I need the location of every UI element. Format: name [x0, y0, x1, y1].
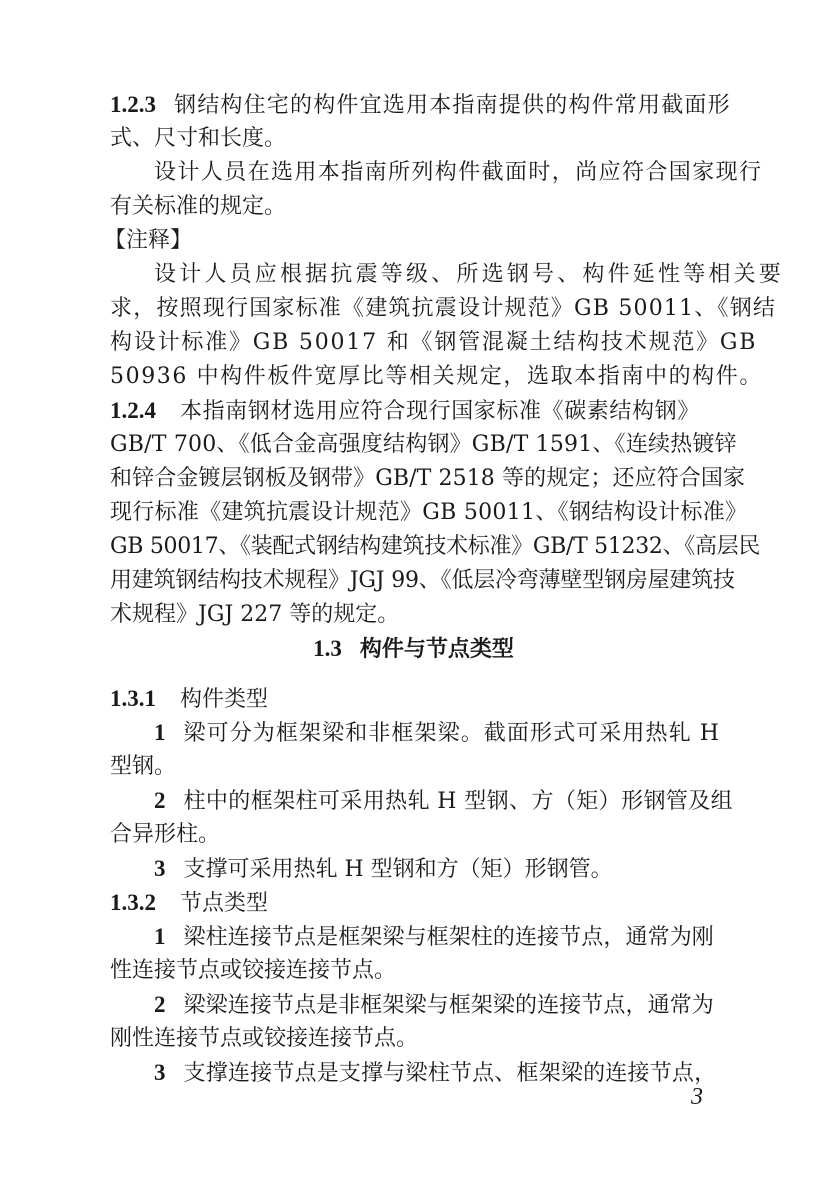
- clause-1-2-4-line-1: [110, 396, 700, 426]
- clause-text: 本指南钢材选用应符合现行国家标准《碳素结构钢》: [180, 399, 700, 424]
- clause-text: 现行标准《建筑抗震设计规范》GB 50011、《钢结构设计标准》: [110, 500, 748, 525]
- paragraph-text: 设计人员在选用本指南所列构件截面时，尚应符合国家现行: [154, 160, 763, 185]
- clause-text: 和锌合金镀层钢板及钢带》GB/T 2518 等的规定；还应符合国家: [110, 466, 746, 491]
- item-number: 1: [154, 720, 166, 745]
- note-label: 【注释】: [104, 228, 193, 253]
- node-item-3-line-1: [154, 1058, 716, 1088]
- clause-1-2-4-line-7: [110, 600, 399, 630]
- item-3-line-1: [154, 854, 613, 884]
- clause-title: 构件类型: [180, 687, 269, 712]
- item-2-line-1: [154, 786, 733, 816]
- note-text: 求，按照现行国家标准《建筑抗震设计规范》GB 50011、《钢结: [110, 296, 777, 321]
- clause-title: 节点类型: [180, 891, 269, 916]
- clause-1-2-4-line-5: [110, 532, 760, 562]
- item-text: 梁可分为框架梁和非框架梁。截面形式可采用热轧 H: [183, 721, 721, 746]
- clause-number: 1.2.4: [110, 398, 156, 423]
- item-number: 1: [154, 924, 166, 949]
- clause-text: GB 50017、《装配式钢结构建筑技术标准》GB/T 51232、《高层民: [110, 534, 761, 559]
- node-item-1-line-1: [154, 922, 714, 952]
- node-item-2-line-2: [110, 1024, 418, 1054]
- clause-number: 1.3.2: [110, 890, 156, 915]
- clause-1-2-4-line-4: [110, 498, 747, 528]
- item-text: 柱中的框架柱可采用热轧 H 型钢、方（矩）形钢管及组: [183, 789, 734, 814]
- note-text: 50936 中构件板件宽厚比等相关规定，选取本指南中的构件。: [110, 364, 763, 389]
- clause-1-2-4-line-6: [110, 566, 735, 596]
- clause-1-2-4-line-3: [110, 464, 745, 494]
- item-text: 型钢。: [110, 754, 177, 779]
- clause-text: 用建筑钢结构技术规程》JGJ 99、《低层冷弯薄壁型钢房屋建筑技: [110, 568, 735, 593]
- clause-1-3-1-heading: [110, 684, 268, 714]
- item-number: 3: [154, 856, 166, 881]
- note-line-2: [110, 294, 776, 324]
- note-line-1: [154, 260, 784, 290]
- node-item-1-line-2: [110, 956, 396, 986]
- item-1-line-1: [154, 718, 720, 748]
- clause-1-2-3-para-2-line-2: [110, 192, 286, 222]
- clause-number: 1.3.1: [110, 686, 156, 711]
- section-number: 1.3: [313, 636, 342, 661]
- item-text: 刚性连接节点或铰接连接节点。: [110, 1026, 419, 1051]
- item-number: 2: [154, 788, 166, 813]
- note-text: 构设计标准》GB 50017 和《钢管混凝土结构技术规范》GB: [110, 330, 758, 355]
- clause-text: GB/T 700、《低合金高强度结构钢》GB/T 1591、《连续热镀锌: [110, 432, 737, 457]
- clause-1-2-4-line-2: [110, 430, 737, 460]
- clause-1-2-3-para-2-line-1: [154, 158, 762, 188]
- clause-text: 钢结构住宅的构件宜选用本指南提供的构件常用截面形: [174, 93, 731, 118]
- note-line-4: [110, 362, 763, 392]
- paragraph-text: 有关标准的规定。: [110, 194, 287, 219]
- item-text: 梁柱连接节点是框架梁与框架柱的连接节点，通常为刚: [183, 925, 714, 950]
- item-text: 支撑连接节点是支撑与梁柱节点、框架梁的连接节点，: [183, 1061, 717, 1086]
- item-text: 梁梁连接节点是非框架梁与框架梁的连接节点，通常为: [183, 993, 714, 1018]
- node-item-2-line-1: [154, 990, 714, 1020]
- item-text: 支撑可采用热轧 H 型钢和方（矩）形钢管。: [183, 857, 613, 882]
- paragraph-text: 式、尺寸和长度。: [110, 126, 287, 151]
- item-1-line-2: [110, 752, 176, 782]
- section-title: 构件与节点类型: [359, 637, 514, 662]
- clause-number: 1.2.3: [110, 92, 156, 117]
- clause-1-2-3-line-2: [110, 124, 286, 154]
- note-line-3: [110, 328, 757, 358]
- clause-1-2-3-line-1: [110, 90, 731, 120]
- note-text: 设计人员应根据抗震等级、所选钢号、构件延性等相关要: [154, 262, 785, 287]
- item-2-line-2: [110, 820, 220, 850]
- item-text: 性连接节点或铰接连接节点。: [110, 958, 397, 983]
- note-heading: [104, 226, 192, 256]
- item-text: 合异形柱。: [110, 822, 221, 847]
- item-number: 3: [154, 1060, 166, 1085]
- clause-1-3-2-heading: [110, 888, 268, 918]
- section-heading-1-3: [0, 634, 827, 665]
- item-number: 2: [154, 992, 166, 1017]
- clause-text: 术规程》JGJ 227 等的规定。: [110, 602, 400, 627]
- page-number: 3: [691, 1084, 703, 1110]
